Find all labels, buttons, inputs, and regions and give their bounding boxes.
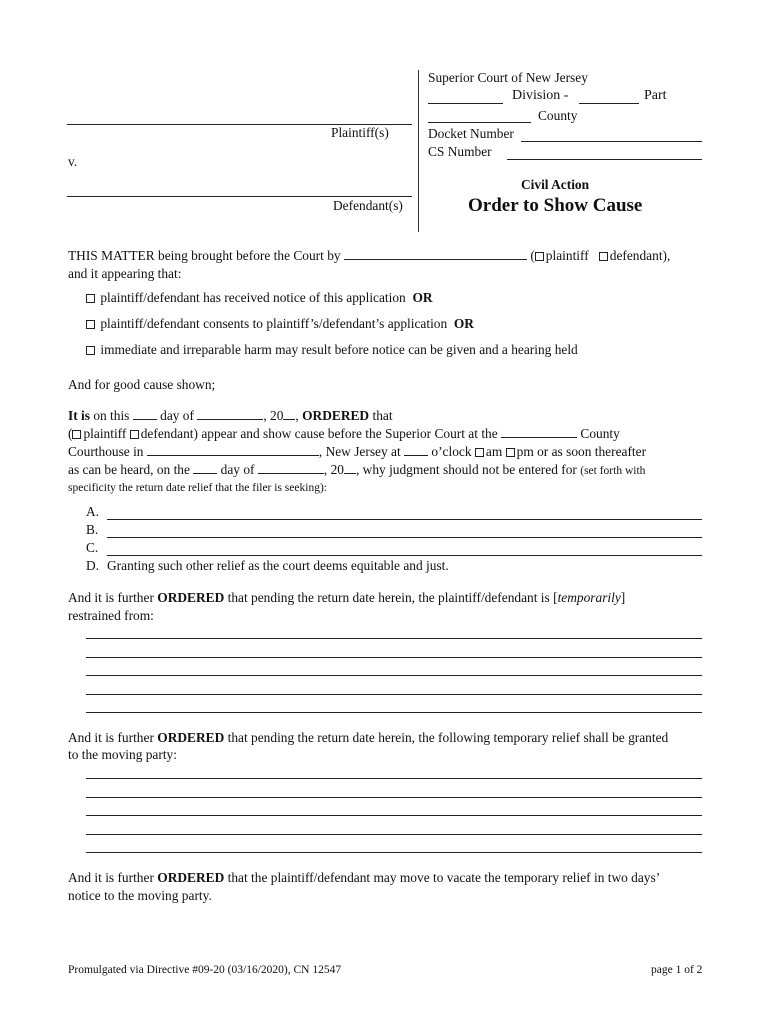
option-notice-text: plaintiff/defendant has received notice of this application — [100, 290, 406, 305]
that: that — [372, 408, 393, 423]
civil-action-label: Civil Action — [521, 177, 590, 192]
option-harm — [86, 342, 578, 358]
defendant-name-line[interactable] — [67, 196, 412, 197]
relief-letter-b: B. — [86, 522, 99, 537]
plaintiff-label: Plaintiff(s) — [331, 125, 389, 140]
temp-relief-field[interactable] — [86, 834, 702, 835]
vacate-line-2: notice to the moving party. — [68, 888, 212, 903]
vacate-line-1 — [68, 870, 660, 886]
order-year-blank[interactable] — [283, 408, 295, 420]
appear-plaintiff-checkbox[interactable] — [72, 430, 81, 439]
open-paren: ( — [530, 248, 535, 263]
relief-letter-c: C. — [86, 540, 99, 555]
relief-a-line[interactable] — [107, 519, 702, 520]
return-month-blank[interactable] — [258, 462, 324, 474]
good-cause-text: And for good cause shown; — [68, 377, 216, 392]
relief-c-line[interactable] — [107, 555, 702, 556]
day-of: day of — [160, 408, 194, 423]
temp-relief-field[interactable] — [86, 852, 702, 853]
l3-am: am — [485, 444, 503, 459]
l3-oclock: o’clock — [431, 444, 472, 459]
on-this: on this — [93, 408, 130, 423]
docket-label: Docket Number — [428, 126, 514, 141]
defendant-label: Defendant(s) — [333, 198, 403, 213]
restrain-pre: And it is further — [68, 590, 154, 605]
temp-relief-pre: And it is further — [68, 730, 154, 745]
l3-courthouse: Courthouse in — [68, 444, 144, 459]
division-blank[interactable] — [428, 103, 503, 104]
temp-relief-line-1 — [68, 730, 668, 746]
am-checkbox[interactable] — [475, 448, 484, 457]
option-notice — [86, 290, 433, 306]
restrain-line-1 — [68, 590, 625, 606]
it-is: It is — [68, 408, 90, 423]
county-blank[interactable] — [428, 122, 531, 123]
l4-year: , 20 — [323, 462, 344, 477]
part-blank[interactable] — [579, 103, 639, 104]
ordered-keyword: ORDERED — [302, 408, 370, 423]
restrain-close: ] — [620, 590, 626, 605]
defendant-option: defendant), — [609, 248, 671, 263]
comma: , — [295, 408, 299, 423]
caption-divider — [418, 70, 419, 232]
temp-relief-ordered: ORDERED — [157, 730, 225, 745]
option-consent — [86, 316, 474, 332]
option-consent-checkbox[interactable] — [86, 320, 95, 329]
versus-label: v. — [68, 154, 78, 169]
l3-pm: pm or as soon thereafter — [516, 444, 647, 459]
intro-line-1 — [68, 248, 670, 264]
restrain-line-field[interactable] — [86, 694, 702, 695]
relief-d-text: Granting such other relief as the court deems equitable and just. — [107, 558, 449, 573]
vacate-pre: And it is further — [68, 870, 154, 885]
order-month-blank[interactable] — [197, 408, 263, 420]
l2-defendant: defendant) appear and show cause before the Superior Court at the — [140, 426, 498, 441]
restrain-line-2: restrained from: — [68, 608, 154, 623]
return-day-blank[interactable] — [193, 462, 217, 474]
relief-b-line[interactable] — [107, 537, 702, 538]
l3-nj: , New Jersey at — [318, 444, 401, 459]
l4-why: , why judgment should not be entered for — [355, 462, 577, 477]
moving-party-blank[interactable] — [344, 248, 527, 260]
restrain-temporarily: temporarily — [557, 590, 621, 605]
temp-relief-field[interactable] — [86, 815, 702, 816]
footer-page-number: page 1 of 2 — [651, 964, 703, 976]
temp-relief-field[interactable] — [86, 778, 702, 779]
year-prefix: , 20 — [263, 408, 284, 423]
l4-small: (set forth with — [580, 465, 646, 477]
part-label: Part — [644, 88, 667, 103]
l4-dayof: day of — [220, 462, 255, 477]
court-name: Superior Court of New Jersey — [428, 70, 588, 85]
vacate-post: that the plaintiff/defendant may move to vacate the temporary relief in two days’ — [227, 870, 661, 885]
temp-relief-post: that pending the return date herein, the following temporary relief shall be granted — [227, 730, 669, 745]
document-title: Order to Show Cause — [468, 195, 643, 216]
cs-label: CS Number — [428, 144, 492, 159]
pm-checkbox[interactable] — [506, 448, 515, 457]
l2-county: County — [580, 426, 620, 441]
option-notice-or: OR — [412, 290, 433, 305]
temp-relief-line-2: to the moving party: — [68, 747, 177, 762]
option-consent-text: plaintiff/defendant consents to plaintiff’s/defendant’s application — [100, 316, 448, 331]
intro-text: THIS MATTER being brought before the Court by — [68, 248, 341, 263]
order-line-2 — [68, 426, 620, 442]
footer-promulgated: Promulgated via Directive #09-20 (03/16/2020), CN 12547 — [68, 964, 342, 976]
relief-letter-d: D. — [86, 558, 100, 573]
l4-heard: as can be heard, on the — [68, 462, 190, 477]
restrain-ordered: ORDERED — [157, 590, 225, 605]
vacate-ordered: ORDERED — [157, 870, 225, 885]
cs-field[interactable] — [507, 159, 702, 160]
temp-relief-field[interactable] — [86, 797, 702, 798]
order-line-1 — [68, 408, 393, 424]
l2-plaintiff: plaintiff — [83, 426, 127, 441]
option-harm-checkbox[interactable] — [86, 346, 95, 355]
plaintiff-checkbox[interactable] — [535, 252, 544, 261]
docket-field[interactable] — [521, 141, 702, 142]
hearing-county-blank[interactable] — [501, 426, 577, 438]
order-day-blank[interactable] — [133, 408, 157, 420]
order-line-3 — [68, 444, 646, 460]
restrain-line-field[interactable] — [86, 712, 702, 713]
l2-open: ( — [68, 426, 73, 441]
appear-defendant-checkbox[interactable] — [130, 430, 139, 439]
division-label: Division - — [512, 88, 569, 103]
option-consent-or: OR — [453, 316, 474, 331]
restrain-post: that pending the return date herein, the plaintiff/defendant is [ — [227, 590, 558, 605]
hearing-time-blank[interactable] — [404, 444, 428, 456]
order-line-5: specificity the return date relief that the filer is seeking): — [68, 482, 327, 494]
relief-letter-a: A. — [86, 504, 100, 519]
restrain-line-field[interactable] — [86, 657, 702, 658]
plaintiff-option: plaintiff — [545, 248, 589, 263]
return-year-blank[interactable] — [344, 462, 356, 474]
defendant-checkbox[interactable] — [599, 252, 608, 261]
option-notice-checkbox[interactable] — [86, 294, 95, 303]
order-line-4 — [68, 462, 645, 478]
intro-line-2: and it appearing that: — [68, 266, 182, 281]
option-harm-text: immediate and irreparable harm may result before notice can be given and a hearing held — [100, 342, 578, 357]
restrain-line-field[interactable] — [86, 638, 702, 639]
restrain-line-field[interactable] — [86, 675, 702, 676]
courthouse-city-blank[interactable] — [147, 444, 319, 456]
county-label: County — [538, 108, 578, 123]
